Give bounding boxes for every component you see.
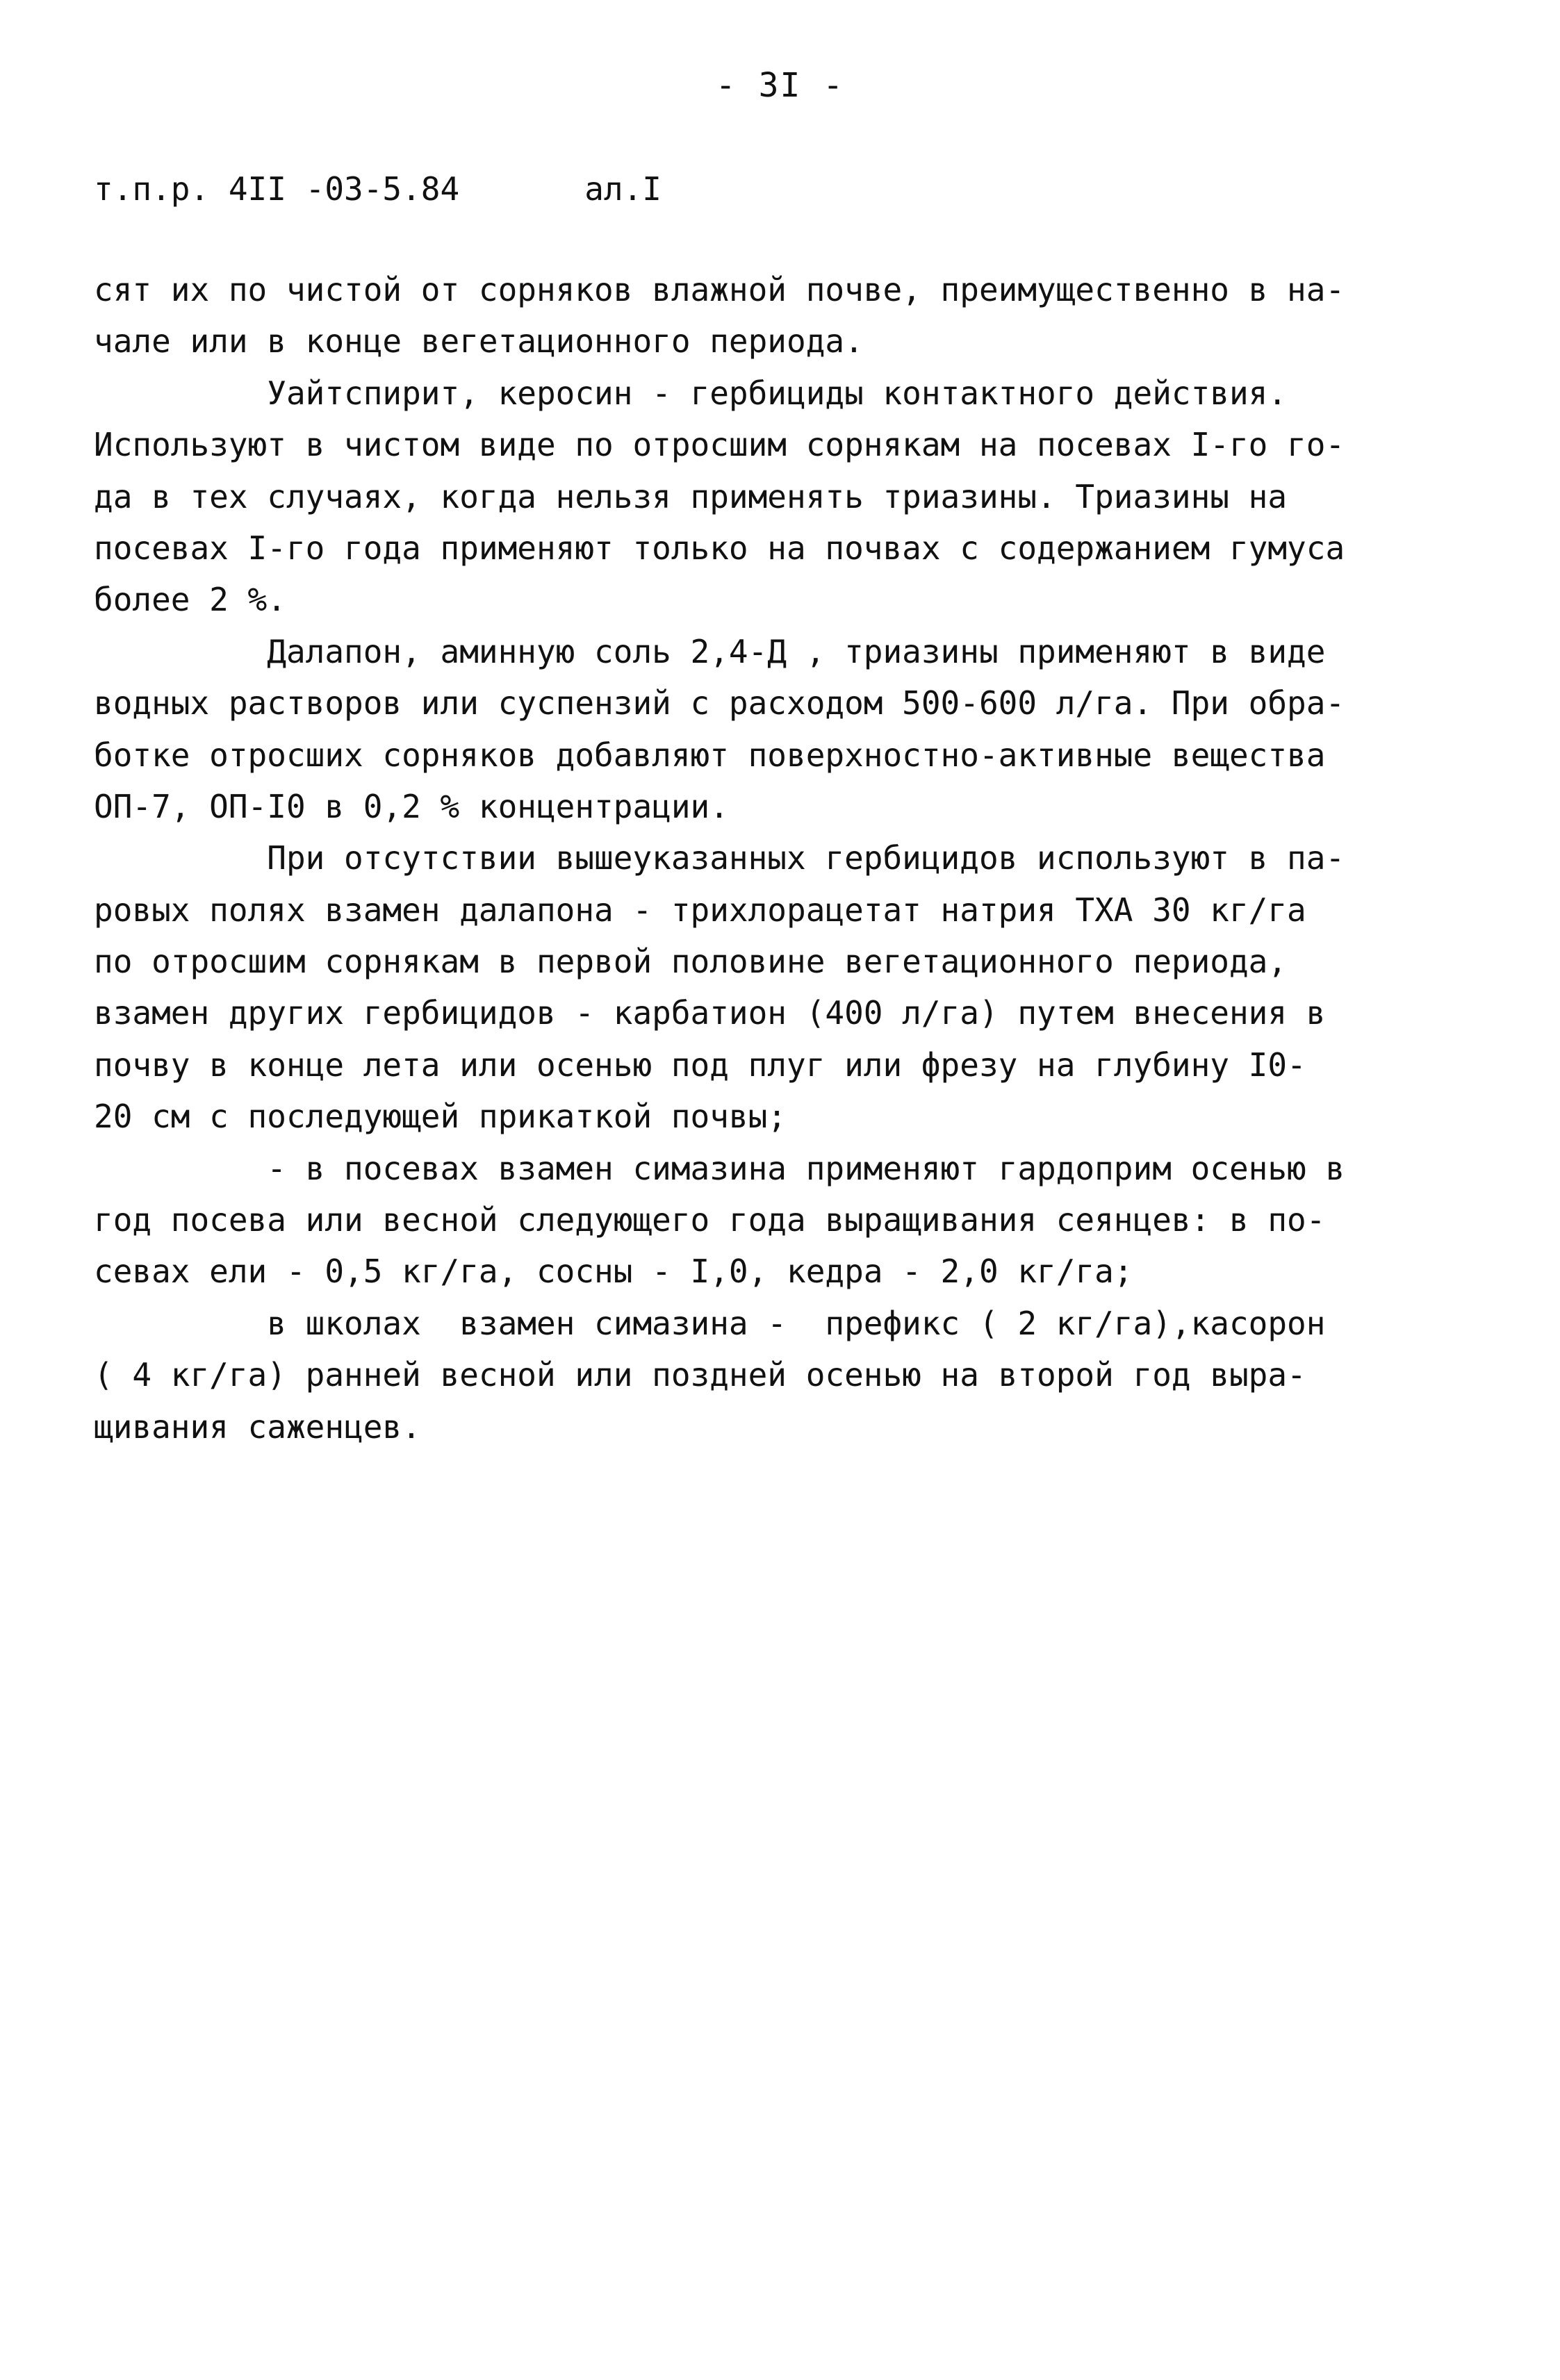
text-line: ровых полях взамен далапона - трихлорацетат натрия ТХА 30 кг/га xyxy=(94,891,1306,929)
text-line: год посева или весной следующего года выращивания сеянцев: в по- xyxy=(94,1201,1326,1239)
text-line: щивания саженцев. xyxy=(94,1407,421,1446)
text-line: 20 см с последующей прикаткой почвы; xyxy=(94,1098,787,1136)
text-line: Используют в чистом виде по отросшим сорнякам на посевах I-го го- xyxy=(94,426,1345,464)
text-line: чале или в конце вегетационного периода. xyxy=(94,322,864,361)
text-line: почву в конце лета или осенью под плуг или фрезу на глубину I0- xyxy=(94,1046,1306,1084)
text-line: ботке отросших сорняков добавляют поверхностно-активные вещества xyxy=(94,736,1326,774)
page-number: - 3I - xyxy=(715,66,845,105)
text-line: сят их по чистой от сорняков влажной почве, преимущественно в на- xyxy=(94,271,1345,308)
text-line: посевах I-го года применяют только на почвах с содержанием гумуса xyxy=(94,529,1345,567)
text-line: При отсутствии вышеуказанных гербицидов используют в па- xyxy=(94,839,1345,877)
text-line: более 2 %. xyxy=(94,581,286,619)
text-line: по отросшим сорнякам в первой половине вегетационного периода, xyxy=(94,943,1288,981)
text-line: ( 4 кг/га) ранней весной или поздней осенью на второй год выра- xyxy=(94,1356,1306,1394)
text-line: Далапон, аминную соль 2,4-Д , триазины применяют в виде xyxy=(94,632,1326,670)
body-text xyxy=(94,264,1484,1453)
text-line: ОП-7, ОП-I0 в 0,2 % концентрации. xyxy=(94,787,729,825)
text-line: водных растворов или суспензий с расходом 500-600 л/га. При обра- xyxy=(94,684,1345,722)
document-header xyxy=(94,170,662,208)
text-line: севах ели - 0,5 кг/га, сосны - I,0, кедра - 2,0 кг/га; xyxy=(94,1253,1133,1291)
text-line: Уайтспирит, керосин - гербициды контактного действия. xyxy=(94,374,1288,412)
text-line: в школах взамен симазина - префикс ( 2 кг/га),касорон xyxy=(94,1304,1326,1342)
document-code: т.п.р. 4II -03-5.84 xyxy=(94,170,460,208)
text-line: - в посевах взамен симазина применяют гардоприм осенью в xyxy=(94,1149,1345,1187)
text-line: взамен других гербицидов - карбатион (400 л/га) путем внесения в xyxy=(94,994,1326,1032)
sheet-label: ал.I xyxy=(584,170,662,208)
text-line: да в тех случаях, когда нельзя применять триазины. Триазины на xyxy=(94,477,1288,515)
